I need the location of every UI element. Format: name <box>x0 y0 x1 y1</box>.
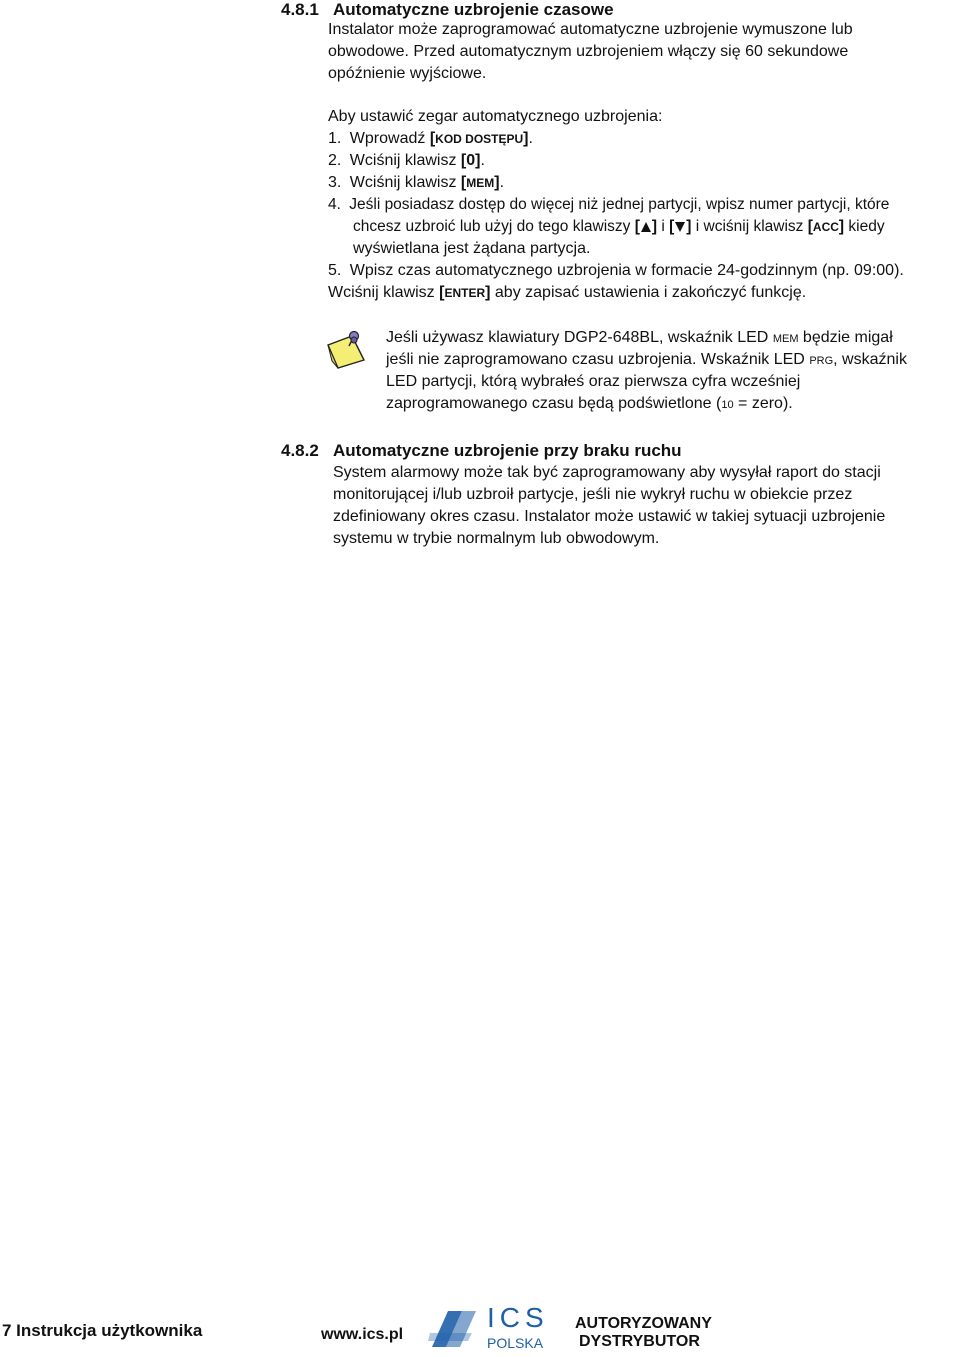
section-title: Automatyczne uzbrojenie czasowe <box>333 0 614 19</box>
intro-line: opóźnienie wyjściowe. <box>328 65 487 82</box>
authorized-label: AUTORYZOWANY <box>575 1315 712 1332</box>
step-number: 4. <box>328 196 341 213</box>
text-run: Wciśnij klawisz <box>328 284 440 301</box>
bracket: ] <box>494 174 500 191</box>
note-line <box>386 349 907 372</box>
bracket: [ <box>460 174 467 191</box>
bracket: [ <box>429 130 436 147</box>
key-label: ENTER <box>444 286 486 300</box>
key-label: [0] <box>460 152 481 169</box>
footer-url[interactable]: www.ics.pl <box>321 1326 404 1343</box>
step-end: . <box>499 174 505 191</box>
key-label: KOD DOSTĘPU <box>435 132 524 146</box>
bracket: ] <box>523 130 529 147</box>
text-run: zaprogramowanego czasu będą podświetlone ( <box>386 395 722 412</box>
step-text: Wciśnij klawisz [ENTER] aby zapisać ustawienia i zakończyć funkcję. <box>328 284 807 301</box>
step-number: 3. <box>328 174 342 191</box>
text-run: Jeśli używasz klawiatury DGP2-648BL, wskaźnik LED <box>386 329 773 346</box>
step-number: 1. <box>328 130 342 147</box>
text-run: aby zapisać ustawienia i zakończyć funkcję. <box>490 284 807 301</box>
step-end: . <box>480 152 485 169</box>
page-footer-title: 7 Instrukcja użytkownika <box>2 1321 203 1340</box>
step-number: 2. <box>328 152 342 169</box>
step-number: 5. <box>328 262 342 279</box>
section-number: 4.8.2 <box>281 441 319 460</box>
step-text: Wciśnij klawisz <box>349 152 461 169</box>
led-label: MEM <box>772 333 799 345</box>
key-label: MEM <box>466 176 495 190</box>
logo-subtitle: POLSKA <box>487 1335 544 1351</box>
key-label: ACC <box>812 220 839 234</box>
list-item <box>328 172 504 194</box>
ics-logo-icon <box>428 1305 480 1351</box>
text-run: i wciśnij klawisz <box>691 218 808 235</box>
list-item <box>328 128 533 150</box>
note-line: LED partycji, którą wybrałeś oraz pierwsza cyfra wcześniej <box>386 373 801 390</box>
step-text: chcesz uzbroić lub użyj do tego klawiszy [ ] i [ ] i wciśnij klawisz [ACC] kiedy <box>353 218 885 235</box>
body-line: zdefiniowany okres czasu. Instalator może ustawić w takiej sytuacji uzbrojenie <box>333 508 886 525</box>
pushpin-note-icon <box>326 330 368 370</box>
text-run: , wskaźnik <box>833 351 907 368</box>
step-text: Jeśli posiadasz dostęp do więcej niż jednej partycji, wpisz numer partycji, które <box>349 196 890 213</box>
step-text: Wprowadź <box>349 130 430 147</box>
logo-wordmark: ICS <box>487 1302 549 1333</box>
list-item <box>328 260 904 282</box>
list-item <box>328 150 485 172</box>
section-number: 4.8.1 <box>281 0 319 19</box>
note-line <box>386 327 893 350</box>
arrow-up-icon <box>641 222 651 232</box>
list-item <box>328 194 889 216</box>
steps-lead: Aby ustawić zegar automatycznego uzbrojenia: <box>328 108 663 125</box>
note-line <box>386 393 793 416</box>
step-text: Wpisz czas automatycznego uzbrojenia w formacie 24-godzinnym (np. 09:00). <box>349 262 904 279</box>
step-text: Wciśnij klawisz <box>349 174 461 191</box>
text-run: jeśli nie zaprogramowano czasu uzbrojenia. Wskaźnik LED <box>386 351 810 368</box>
section-title: Automatyczne uzbrojenie przy braku ruchu <box>333 441 682 460</box>
text-run: = zero). <box>733 395 793 412</box>
body-line: systemu w trybie normalnym lub obwodowym. <box>333 530 660 547</box>
distributor-label: DYSTRYBUTOR <box>579 1333 700 1350</box>
text-run: chcesz uzbroić lub użyj do tego klawiszy <box>353 218 635 235</box>
body-line: System alarmowy może tak być zaprogramowany aby wysyłał raport do stacji <box>333 464 881 481</box>
arrow-down-icon <box>675 222 685 232</box>
text-run: i <box>657 218 670 235</box>
intro-line: obwodowe. Przed automatycznym uzbrojeniem włączy się 60 sekundowe <box>328 43 849 60</box>
key-label: 10 <box>721 399 734 411</box>
step-end: . <box>528 130 533 147</box>
led-label: PRG <box>809 355 834 367</box>
step-text: wyświetlana jest żądana partycja. <box>353 240 591 257</box>
body-line: monitorującej i/lub uzbroił partycje, jeśli nie wykrył ruchu w obiekcie przez <box>333 486 853 503</box>
text-run: będzie migał <box>798 329 893 346</box>
intro-line: Instalator może zaprogramować automatyczne uzbrojenie wymuszone lub <box>328 21 853 38</box>
text-run: kiedy <box>844 218 885 235</box>
